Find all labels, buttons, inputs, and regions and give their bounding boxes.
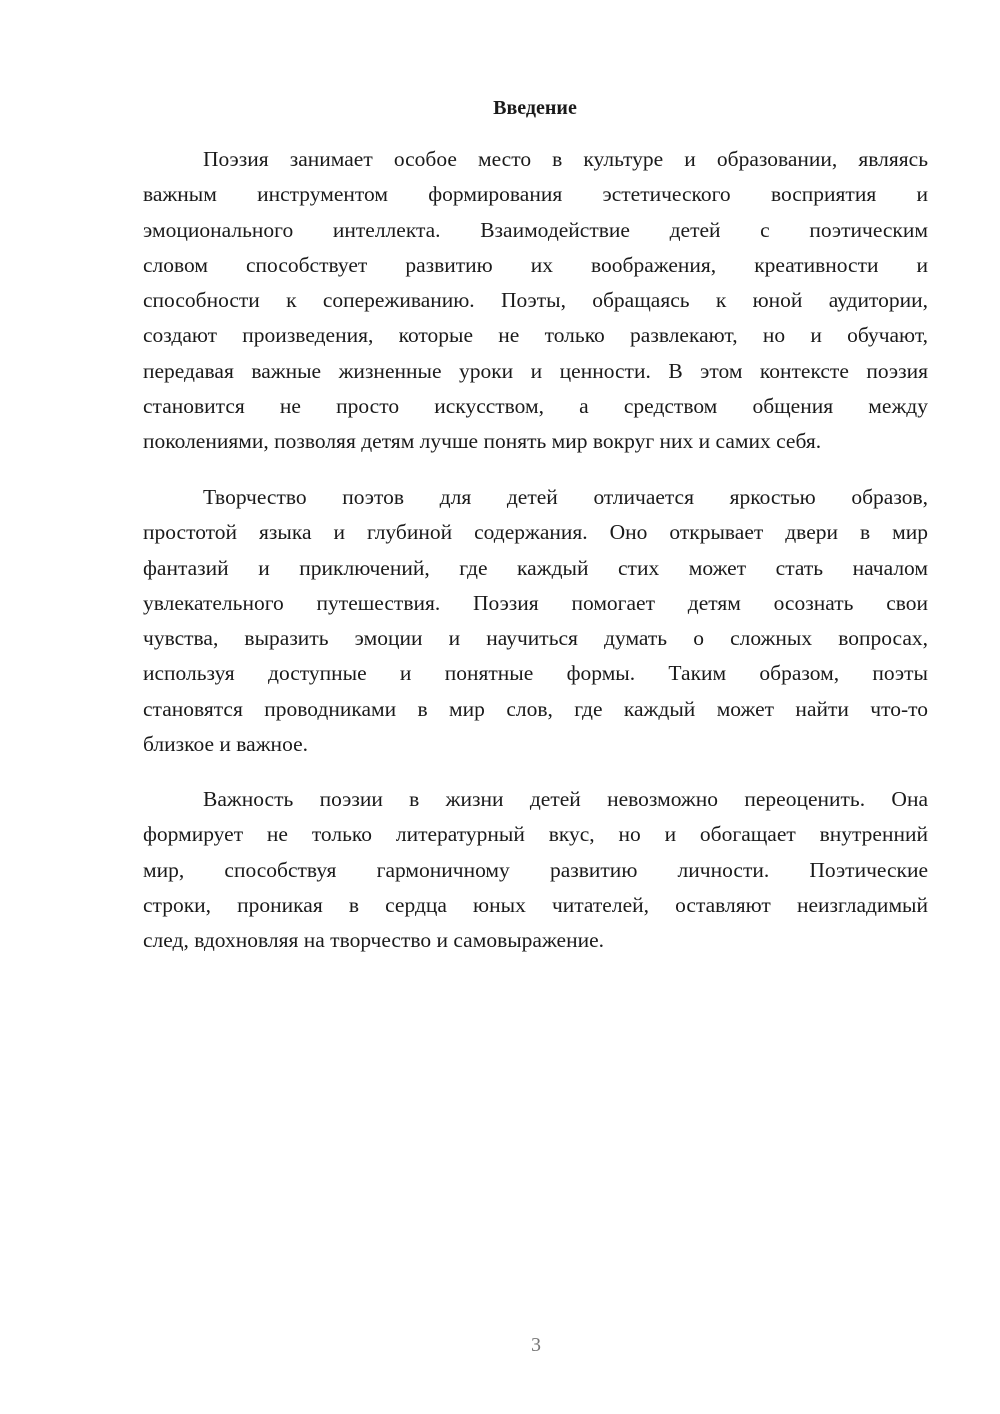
text-line: мир, способствуя гармоничному развитию личности. Поэтические <box>143 857 928 882</box>
text-line: увлекательного путешествия. Поэзия помогает детям осознать свои <box>143 590 928 615</box>
text-line: передавая важные жизненные уроки и ценности. В этом контексте поэзия <box>143 358 928 383</box>
text-line: Поэзия занимает особое место в культуре и образовании, являясь <box>203 147 928 171</box>
text-line: Творчество поэтов для детей отличается яркостью образов, <box>203 485 928 509</box>
text-line: формирует не только литературный вкус, но и обогащает внутренний <box>143 822 928 847</box>
text-line: словом способствует развитию их воображения, креативности и <box>143 252 928 277</box>
text-line: простотой языка и глубиной содержания. Оно открывает двери в мир <box>143 520 928 545</box>
text-line: эмоционального интеллекта. Взаимодействие детей с поэтическим <box>143 217 928 242</box>
text-line: становится не просто искусством, а средством общения между <box>143 394 928 419</box>
text-line: близкое и важное. <box>143 732 308 757</box>
text-line: важным инструментом формирования эстетического восприятия и <box>143 182 928 207</box>
text-line: фантазий и приключений, где каждый стих может стать началом <box>143 555 928 580</box>
paragraph-3 <box>143 782 928 958</box>
text-line: строки, проникая в сердца юных читателей, оставляют неизгладимый <box>143 892 928 917</box>
text-line: Важность поэзии в жизни детей невозможно переоценить. Она <box>203 787 928 811</box>
text-line: используя доступные и понятные формы. Таким образом, поэты <box>143 661 928 686</box>
paragraph-2 <box>143 480 928 762</box>
text-line: поколениями, позволяя детям лучше понять мир вокруг них и самих себя. <box>143 429 822 454</box>
text-line: способности к сопереживанию. Поэты, обращаясь к юной аудитории, <box>143 288 928 313</box>
text-line: создают произведения, которые не только развлекают, но и обучают, <box>143 323 928 348</box>
text-line: становятся проводниками в мир слов, где каждый может найти что-то <box>143 696 928 721</box>
section-title: Введение <box>493 97 577 119</box>
paragraph-1 <box>143 142 928 460</box>
page-number: 3 <box>531 1334 541 1356</box>
text-line: след, вдохновляя на творчество и самовыражение. <box>143 928 605 953</box>
text-line: чувства, выразить эмоции и научиться думать о сложных вопросах, <box>143 626 928 651</box>
